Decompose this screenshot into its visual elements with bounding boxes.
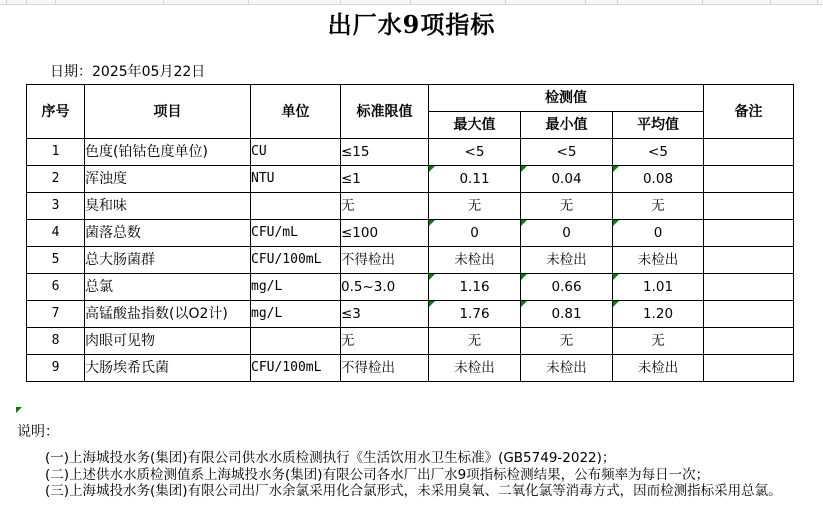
cell-remark [704, 139, 794, 166]
table-row [27, 301, 794, 328]
cell-unit [251, 328, 341, 355]
cell-limit: ≤1 [341, 166, 429, 193]
cell-limit: ≤15 [341, 139, 429, 166]
header-limit: 标准限值 [341, 85, 429, 139]
cell-min: 0.66 [521, 274, 613, 301]
cell-max: 未检出 [429, 355, 521, 382]
cell-max: <5 [429, 139, 521, 166]
cell-min: 0 [521, 220, 613, 247]
cell-max: 0 [429, 220, 521, 247]
cell-no: 4 [27, 220, 85, 247]
cell-max: 未检出 [429, 247, 521, 274]
table-row [27, 355, 794, 382]
cell-no: 9 [27, 355, 85, 382]
cell-unit: CFU/100mL [251, 247, 341, 274]
cell-no: 7 [27, 301, 85, 328]
cell-avg: <5 [613, 139, 704, 166]
cell-max: 0.11 [429, 166, 521, 193]
cell-unit: CFU/mL [251, 220, 341, 247]
water-quality-table [26, 84, 794, 382]
note-line: (三)上海城投水务(集团)有限公司出厂水余氯采用化合氯形式，未采用臭氧、二氧化氯等消毒方式，因而检测指标采用总氯。 [45, 483, 782, 499]
table-row [27, 193, 794, 220]
cell-min: 无 [521, 328, 613, 355]
header-max: 最大值 [429, 112, 521, 139]
table-row [27, 139, 794, 166]
cell-unit: CU [251, 139, 341, 166]
cell-remark [704, 193, 794, 220]
table-body [27, 139, 794, 382]
table-row [27, 220, 794, 247]
cell-item: 大肠埃希氏菌 [85, 355, 251, 382]
header-unit: 单位 [251, 85, 341, 139]
cell-item: 总大肠菌群 [85, 247, 251, 274]
cell-remark [704, 328, 794, 355]
cell-item: 菌落总数 [85, 220, 251, 247]
cell-remark [704, 355, 794, 382]
header-detection: 检测值 [429, 85, 704, 112]
cell-item: 总氯 [85, 274, 251, 301]
table-row [27, 247, 794, 274]
note-line: (一)上海城投水务(集团)有限公司供水水质检测执行《生活饮用水卫生标准》(GB5749-2022)； [45, 450, 616, 466]
cell-no: 8 [27, 328, 85, 355]
table-row [27, 274, 794, 301]
cell-avg: 无 [613, 328, 704, 355]
notes-flag-triangle-icon [16, 407, 22, 413]
header-no: 序号 [27, 85, 85, 139]
cell-unit: CFU/100mL [251, 355, 341, 382]
cell-avg: 1.20 [613, 301, 704, 328]
header-avg: 平均值 [613, 112, 704, 139]
note-line: (二)上述供水水质检测值系上海城投水务(集团)有限公司各水厂出厂水9项指标检测结果，公布频率为每日一次； [45, 466, 710, 483]
cell-remark [704, 220, 794, 247]
cell-no: 5 [27, 247, 85, 274]
cell-unit: mg/L [251, 274, 341, 301]
cell-limit: 无 [341, 328, 429, 355]
cell-item: 浑浊度 [85, 166, 251, 193]
cell-avg: 0.08 [613, 166, 704, 193]
cell-item: 色度(铂钴色度单位) [85, 139, 251, 166]
cell-remark [704, 247, 794, 274]
notes-label: 说明： [17, 424, 59, 440]
cell-avg: 无 [613, 193, 704, 220]
cell-avg: 未检出 [613, 355, 704, 382]
report-date: 日期：2025年05月22日 [50, 64, 206, 80]
cell-remark [704, 166, 794, 193]
header-min: 最小值 [521, 112, 613, 139]
cell-min: 0.04 [521, 166, 613, 193]
cell-avg: 1.01 [613, 274, 704, 301]
cell-min: 0.81 [521, 301, 613, 328]
cell-unit [251, 193, 341, 220]
cell-item: 臭和味 [85, 193, 251, 220]
cell-no: 1 [27, 139, 85, 166]
cell-remark [704, 274, 794, 301]
cell-limit: 0.5~3.0 [341, 274, 429, 301]
cell-unit: NTU [251, 166, 341, 193]
cell-item: 肉眼可见物 [85, 328, 251, 355]
cell-no: 3 [27, 193, 85, 220]
cell-min: <5 [521, 139, 613, 166]
cell-avg: 0 [613, 220, 704, 247]
cell-item: 高锰酸盐指数(以O2计) [85, 301, 251, 328]
header-remark: 备注 [704, 85, 794, 139]
cell-limit: ≤100 [341, 220, 429, 247]
page-title: 出厂水9项指标 [327, 10, 496, 39]
cell-max: 1.16 [429, 274, 521, 301]
table-row [27, 328, 794, 355]
cell-max: 无 [429, 328, 521, 355]
cell-max: 1.76 [429, 301, 521, 328]
cell-min: 未检出 [521, 247, 613, 274]
table-header [27, 85, 794, 139]
cell-min: 未检出 [521, 355, 613, 382]
header-item: 项目 [85, 85, 251, 139]
cell-no: 2 [27, 166, 85, 193]
cell-max: 无 [429, 193, 521, 220]
cell-limit: 无 [341, 193, 429, 220]
cell-limit: ≤3 [341, 301, 429, 328]
cell-min: 无 [521, 193, 613, 220]
cell-limit: 不得检出 [341, 247, 429, 274]
cell-avg: 未检出 [613, 247, 704, 274]
cell-no: 6 [27, 274, 85, 301]
cell-remark [704, 301, 794, 328]
notes-list [45, 450, 782, 500]
cell-limit: 不得检出 [341, 355, 429, 382]
table-row [27, 166, 794, 193]
cell-unit: mg/L [251, 301, 341, 328]
